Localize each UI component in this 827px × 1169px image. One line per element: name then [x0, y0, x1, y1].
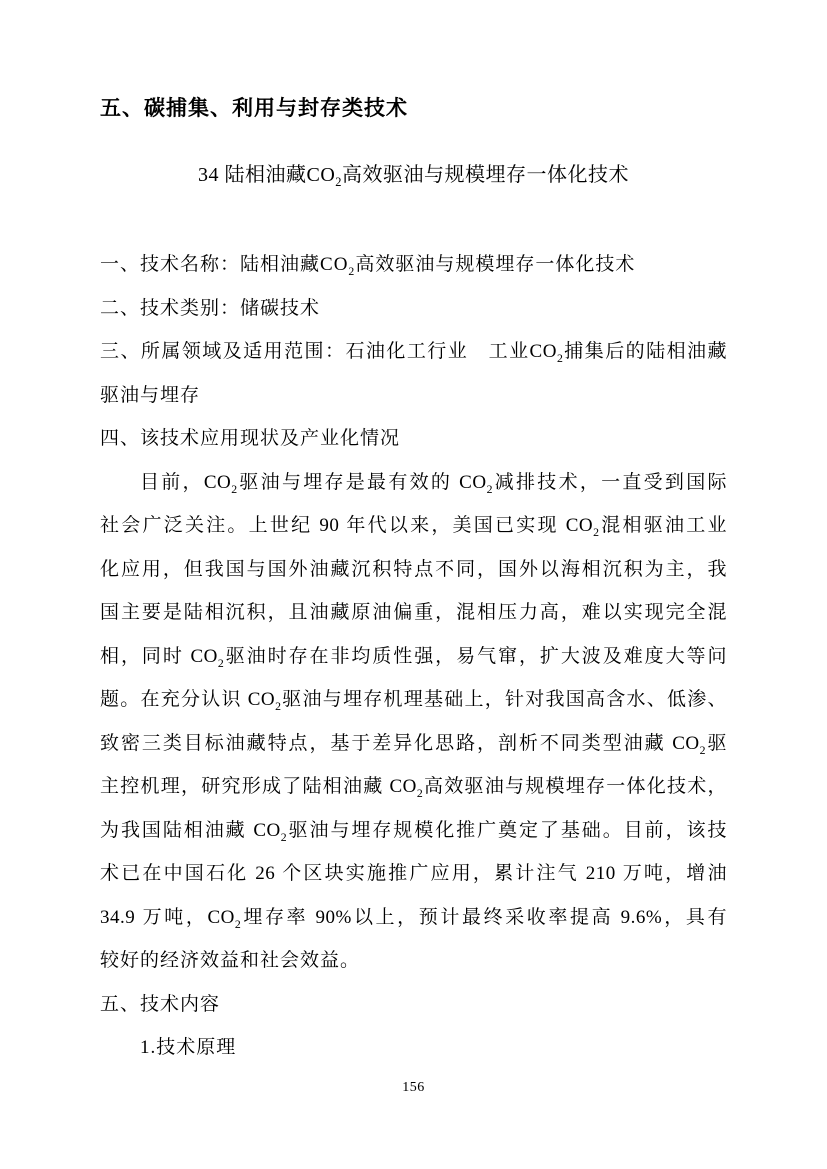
text-line: 四、该技术应用现状及产业化情况 — [100, 428, 401, 449]
text-line: 1.技术原理 — [140, 1037, 237, 1058]
text-line: 国主要是陆相沉积，且油藏原油偏重，混相压力高，难以实现完全混 — [100, 602, 727, 623]
text-line: 较好的经济效益和社会效益。 — [100, 950, 361, 971]
text-line: 驱油与埋存 — [100, 384, 201, 406]
page-number: 156 — [402, 1080, 425, 1095]
text-line: 化应用，但我国与国外油藏沉积特点不同，国外以海相沉积为主，我 — [100, 558, 727, 580]
text-line: 二、技术类别：储碳技术 — [100, 297, 321, 319]
text-line: 主控机理，研究形成了陆相油藏 $CO_2$高效驱油与规模埋存一体化技术， — [100, 776, 727, 800]
text-line: 致密三类目标油藏特点，基于差异化思路，剖析不同类型油藏 $CO_2$驱 — [100, 732, 727, 757]
section-heading: 五、碳捕集、利用与封存类技术 — [100, 97, 408, 120]
text-line: 五、技术内容 — [100, 993, 221, 1015]
text-line: 三、所属领域及适用范围：石油化工行业 工业$CO_2$捕集后的陆相油藏 — [100, 341, 727, 365]
document-body — [100, 243, 727, 1070]
text-line: 一、技术名称：陆相油藏$CO_2$高效驱油与规模埋存一体化技术 — [100, 254, 636, 278]
document-title: 34 陆相油藏$CO_2$高效驱油与规模埋存一体化技术 — [198, 164, 629, 189]
text-line: 为我国陆相油藏 $CO_2$驱油与埋存规模化推广奠定了基础。目前，该技 — [100, 819, 727, 844]
text-line: 题。在充分认识 $CO_2$驱油与埋存机理基础上，针对我国高含水、低渗、 — [100, 689, 727, 713]
text-line: 目前，$CO_2$驱油与埋存是最有效的 $CO_2$减排技术，一直受到国际 — [140, 471, 727, 496]
text-line: 社会广泛关注。上世纪 90 年代以来，美国已实现 $CO_2$混相驱油工业 — [100, 515, 727, 539]
text-line: 相，同时 $CO_2$驱油时存在非均质性强，易气窜，扩大波及难度大等问 — [100, 645, 727, 670]
text-line: 34.9 万吨，$CO_2$埋存率 90%以上，预计最终采收率提高 9.6%，具有 — [100, 906, 727, 931]
text-line: 术已在中国石化 26 个区块实施推广应用，累计注气 210 万吨，增油 — [100, 863, 727, 884]
